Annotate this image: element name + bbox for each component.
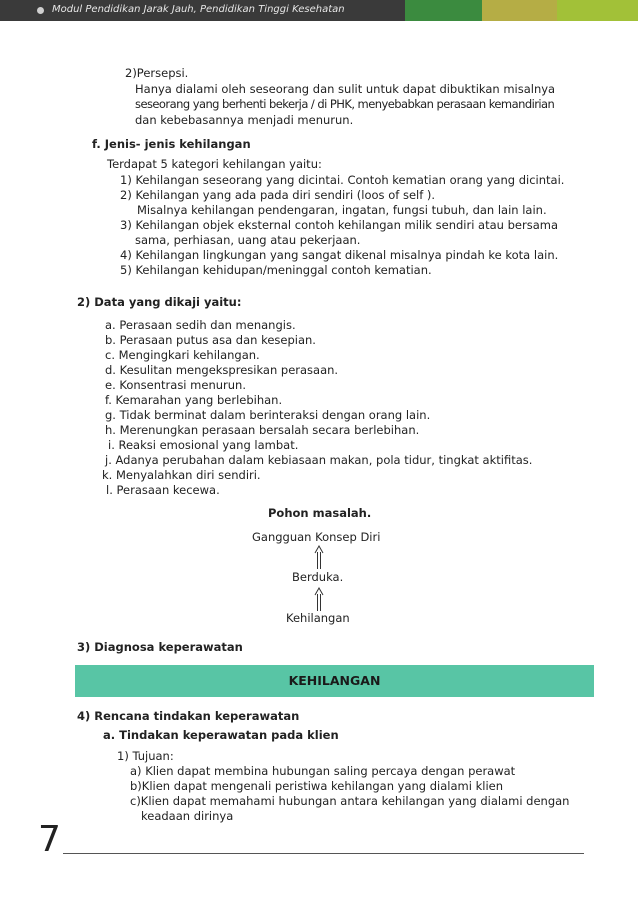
up-arrow-icon [314, 545, 324, 569]
data-dikaji-item: e. Konsentrasi menurun. [105, 378, 246, 392]
jenis-heading: f. Jenis- jenis kehilangan [92, 137, 251, 151]
footer-divider [63, 853, 584, 854]
data-dikaji-item: c. Mengingkari kehilangan. [105, 348, 260, 362]
jenis-item: 3) Kehilangan objek eksternal contoh kehilangan milik sendiri atau bersama [120, 218, 558, 232]
pohon-masalah-title: Pohon masalah. [268, 506, 372, 520]
jenis-intro: Terdapat 5 kategori kehilangan yaitu: [107, 157, 322, 171]
rencana-subheading: a. Tindakan keperawatan pada klien [103, 728, 339, 742]
header-title: Modul Pendidikan Jarak Jauh, Pendidikan Tinggi Kesehatan [52, 4, 345, 15]
data-dikaji-item: h. Merenungkan perasaan bersalah secara berlebihan. [105, 423, 420, 437]
persepsi-line: dan kebebasannya menjadi menurun. [135, 113, 354, 127]
rencana-item: b)Klien dapat mengenali peristiwa kehilangan yang dialami klien [130, 779, 503, 793]
jenis-item: sama, perhiasan, uang atau pekerjaan. [135, 233, 361, 247]
data-dikaji-item: b. Perasaan putus asa dan kesepian. [105, 333, 316, 347]
data-dikaji-item: j. Adanya perubahan dalam kebiasaan makan, pola tidur, tingkat aktifitas. [105, 453, 533, 467]
bullet-dot-icon [37, 7, 44, 14]
pohon-node-top: Gangguan Konsep Diri [252, 530, 381, 544]
rencana-tujuan: 1) Tujuan: [117, 749, 174, 763]
persepsi-heading: 2)Persepsi. [125, 66, 189, 80]
header-color-block-olive [482, 0, 557, 21]
header-color-block-green [405, 0, 482, 21]
data-dikaji-item: g. Tidak berminat dalam berinteraksi dengan orang lain. [105, 408, 431, 422]
rencana-heading: 4) Rencana tindakan keperawatan [77, 709, 300, 723]
header-color-block-lime [557, 0, 638, 21]
data-dikaji-item: d. Kesulitan mengekspresikan perasaan. [105, 363, 339, 377]
data-dikaji-item: i. Reaksi emosional yang lambat. [108, 438, 299, 452]
diagnosa-heading: 3) Diagnosa keperawatan [77, 640, 243, 654]
rencana-item: c)Klien dapat memahami hubungan antara kehilangan yang dialami dengan [130, 794, 570, 808]
data-dikaji-item: l. Perasaan kecewa. [106, 483, 220, 497]
jenis-item: 5) Kehilangan kehidupan/meninggal contoh kematian. [120, 263, 432, 277]
up-arrow-icon [314, 587, 324, 611]
persepsi-line: Hanya dialami oleh seseorang dan sulit untuk dapat dibuktikan misalnya [135, 82, 556, 96]
jenis-item: Misalnya kehilangan pendengaran, ingatan, fungsi tubuh, dan lain lain. [137, 203, 547, 217]
data-dikaji-item: k. Menyalahkan diri sendiri. [102, 468, 261, 482]
data-dikaji-item: a. Perasaan sedih dan menangis. [105, 318, 296, 332]
rencana-item: a) Klien dapat membina hubungan saling percaya dengan perawat [130, 764, 516, 778]
pohon-node-middle: Berduka. [292, 570, 344, 584]
rencana-item: keadaan dirinya [141, 809, 234, 823]
jenis-item: 4) Kehilangan lingkungan yang sangat dikenal misalnya pindah ke kota lain. [120, 248, 559, 262]
page-number: 7 [38, 819, 61, 860]
diagnosa-banner [75, 665, 594, 697]
data-dikaji-heading: 2) Data yang dikaji yaitu: [77, 295, 242, 309]
pohon-node-bottom: Kehilangan [286, 611, 350, 625]
jenis-item: 1) Kehilangan seseorang yang dicintai. Contoh kematian orang yang dicintai. [120, 173, 565, 187]
persepsi-line: seseorang yang berhenti bekerja / di PHK, menyebabkan perasaan kemandirian [135, 97, 555, 111]
data-dikaji-item: f. Kemarahan yang berlebihan. [105, 393, 283, 407]
diagnosa-banner-text: KEHILANGAN [288, 673, 381, 688]
jenis-item: 2) Kehilangan yang ada pada diri sendiri (loos of self ). [120, 188, 436, 202]
